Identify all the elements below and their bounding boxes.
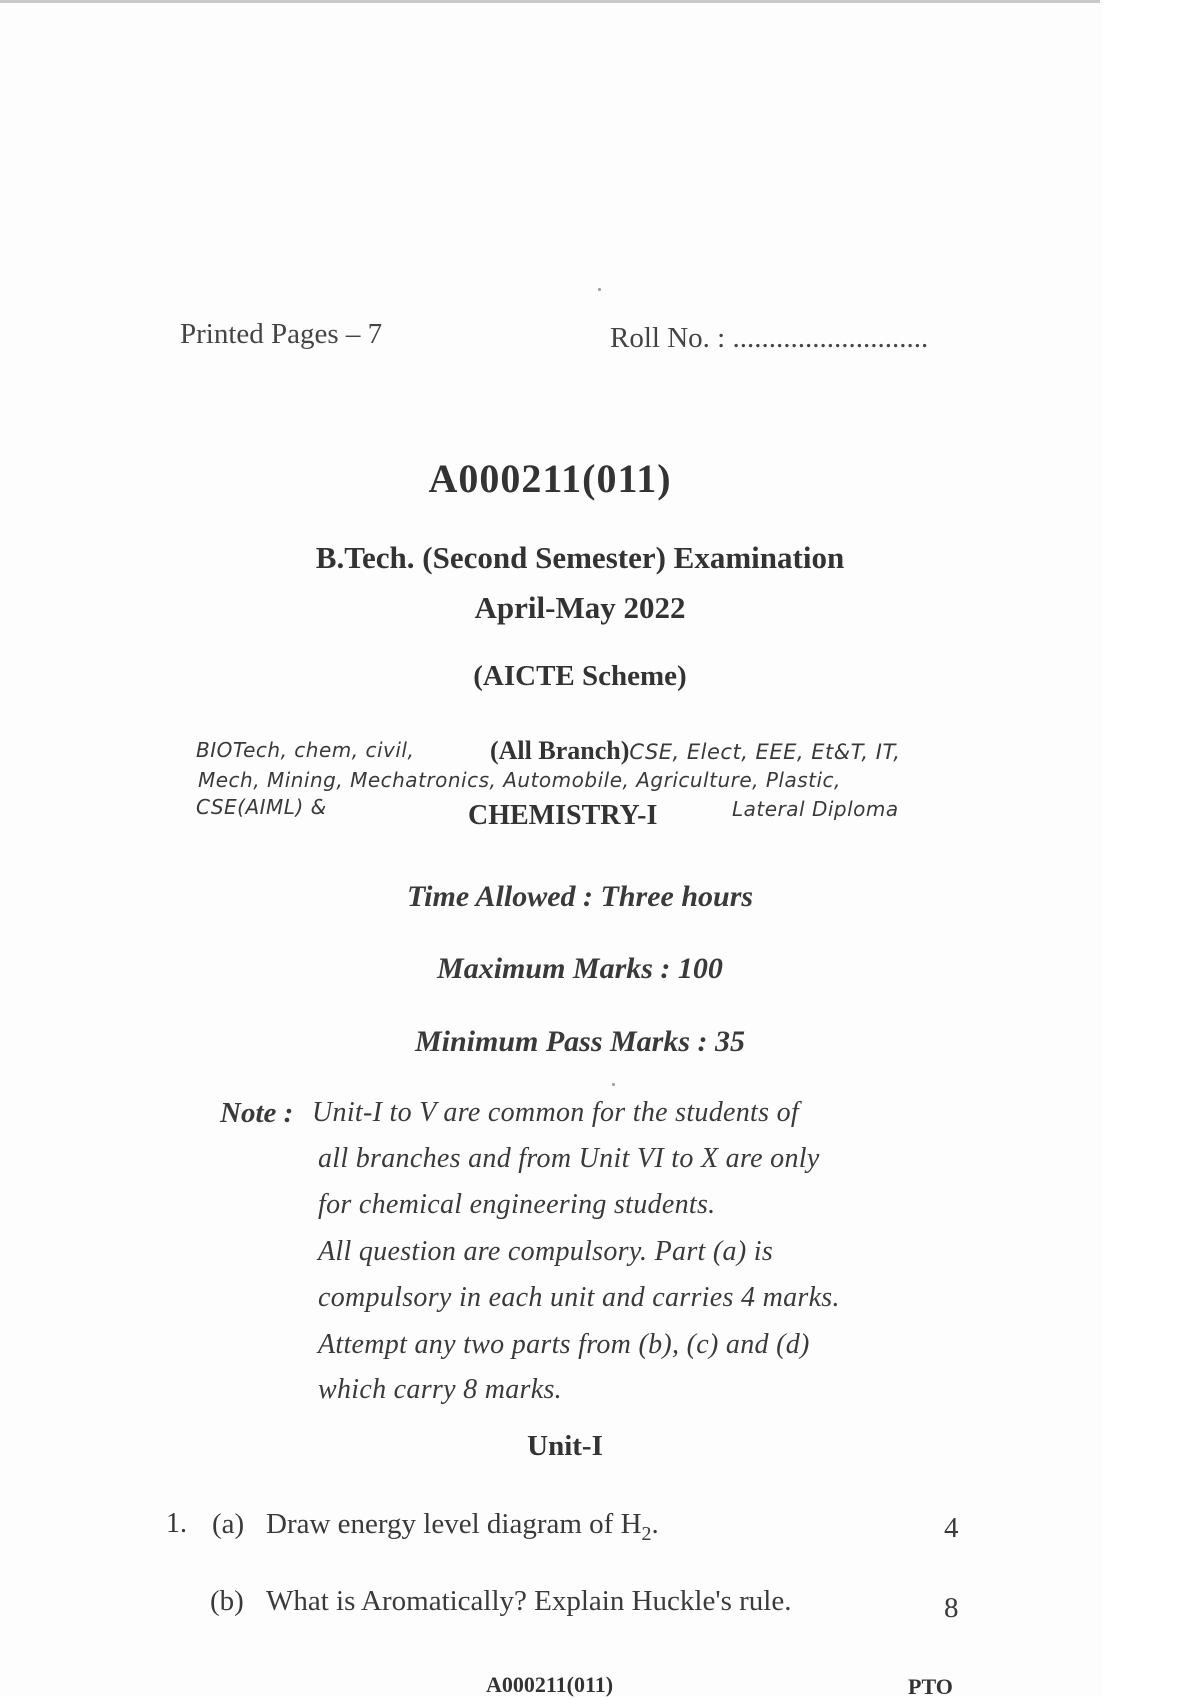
exam-session: April-May 2022 <box>474 590 686 625</box>
note-line: all branches and from Unit VI to X are only <box>318 1143 820 1174</box>
question-1b-marks: 8 <box>944 1592 959 1624</box>
question-part-label: (a) <box>212 1508 245 1540</box>
scan-right-margin <box>1102 0 1200 1697</box>
note-line: Attempt any two parts from (b), (c) and (d) <box>318 1329 810 1360</box>
note-label: Note : <box>220 1097 294 1129</box>
question-1a-text <box>266 1508 659 1546</box>
exam-scheme: (AICTE Scheme) <box>473 660 687 692</box>
question-1a-marks: 4 <box>944 1512 959 1544</box>
handwritten-branches-line1-right: CSE, Elect, EEE, Et&T, IT, <box>629 740 901 764</box>
note-line: Unit-I to V are common for the students of <box>312 1097 799 1128</box>
scan-speck <box>598 288 601 291</box>
note-line: which carry 8 marks. <box>318 1374 562 1405</box>
roll-number-field: Roll No. : ........................... <box>610 322 929 354</box>
question-part-label: (b) <box>210 1585 244 1617</box>
time-allowed: Time Allowed : Three hours <box>406 880 754 913</box>
minimum-pass-marks: Minimum Pass Marks : 35 <box>414 1025 746 1058</box>
exam-title: B.Tech. (Second Semester) Examination <box>315 540 845 575</box>
note-line: for chemical engineering students. <box>318 1189 716 1220</box>
branch-printed <box>490 736 900 766</box>
all-branch-label: (All Branch) <box>490 736 630 765</box>
handwritten-branches-line2: Mech, Mining, Mechatronics, Automobile, Agriculture, Plastic, <box>198 768 841 792</box>
handwritten-lateral-diploma: Lateral Diploma <box>732 797 899 821</box>
scan-top-edge <box>0 0 1100 3</box>
handwritten-branches-line3: CSE(AIML) & <box>196 795 327 819</box>
note-line: All question are compulsory. Part (a) is <box>318 1236 774 1267</box>
handwritten-branches-line1-left: BIOTech, chem, civil, <box>196 738 415 762</box>
paper-code: A000211(011) <box>428 456 672 501</box>
question-1a-subscript: 2 <box>641 1522 652 1545</box>
question-1a-body: Draw energy level diagram of H <box>266 1508 642 1540</box>
question-1a-suffix: . <box>651 1508 659 1540</box>
note-line: compulsory in each unit and carries 4 marks. <box>318 1282 840 1313</box>
maximum-marks: Maximum Marks : 100 <box>437 952 723 985</box>
subject-title: CHEMISTRY-I <box>468 800 658 831</box>
question-1b-text: What is Aromatically? Explain Huckle's rule. <box>266 1585 792 1617</box>
footer-pto: PTO <box>908 1674 953 1699</box>
printed-pages: Printed Pages – 7 <box>180 318 383 350</box>
question-number: 1. <box>166 1508 187 1539</box>
unit-heading: Unit-I <box>527 1430 603 1462</box>
scan-speck <box>612 1083 615 1086</box>
footer-paper-code: A000211(011) <box>486 1672 614 1697</box>
